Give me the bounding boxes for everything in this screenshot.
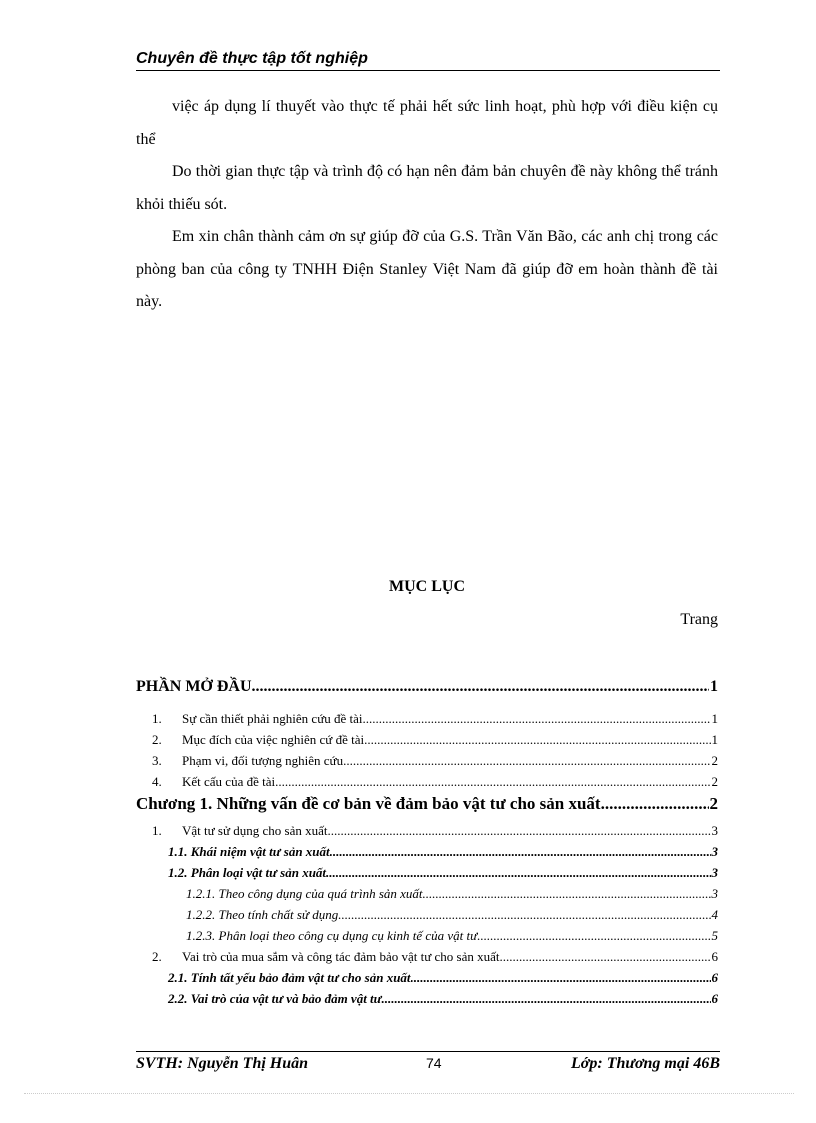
toc-entry-label: Sự cần thiết phải nghiên cứu đề tài bbox=[182, 711, 363, 726]
toc-entry-page: 2 bbox=[709, 794, 718, 813]
toc-leader-dots bbox=[500, 946, 711, 967]
toc-leader-dots bbox=[252, 676, 709, 698]
toc-entry[interactable] bbox=[136, 925, 718, 946]
paragraph: Em xin chân thành cảm ơn sự giúp đỡ của G.S. Trần Văn Bão, các anh chị trong các phòng ban của công ty TNHH Điện Stanley Việt Nam đã giúp đỡ em hoàn thành đề tài này. bbox=[136, 228, 718, 310]
page-header bbox=[136, 50, 720, 71]
toc-entry-label: Vai trò của mua sắm và công tác đảm bảo vật tư cho sản xuất bbox=[182, 949, 500, 964]
toc-entry-label: Mục đích của việc nghiên cứ đề tài bbox=[182, 732, 365, 747]
toc-entry-number: 1. bbox=[152, 711, 162, 726]
toc-leader-dots bbox=[411, 967, 711, 988]
toc-entry-page: 1 bbox=[710, 678, 718, 695]
toc-entry-label: 2.1. Tính tất yếu bảo đảm vật tư cho sản xuất bbox=[168, 970, 411, 985]
toc-entry[interactable] bbox=[136, 771, 718, 792]
toc-leader-dots bbox=[326, 862, 710, 883]
toc-entry-label: 1.1. Khái niệm vật tư sản xuất bbox=[168, 844, 330, 859]
toc-entry-page: 3 bbox=[711, 865, 718, 880]
toc-entry[interactable] bbox=[136, 750, 718, 771]
toc-entry-page: 3 bbox=[711, 886, 718, 901]
toc-entry[interactable] bbox=[136, 946, 718, 967]
toc-entry-number: 4. bbox=[152, 774, 162, 789]
toc-entry-page: 1 bbox=[711, 711, 718, 726]
toc-entry[interactable] bbox=[136, 904, 718, 925]
toc-leader-dots bbox=[381, 988, 710, 1009]
footer-student: SVTH: Nguyễn Thị Huân bbox=[136, 1055, 309, 1072]
toc-entry-page: 4 bbox=[711, 907, 718, 922]
page-edge-divider bbox=[24, 1093, 794, 1094]
toc-page-heading: Trang bbox=[680, 611, 718, 628]
body-text bbox=[136, 91, 718, 319]
toc-entry-page: 5 bbox=[711, 928, 718, 943]
toc-entry-label: 2.2. Vai trò của vật tư và bảo đảm vật tư bbox=[168, 991, 382, 1006]
toc-entry-number: 2. bbox=[152, 949, 162, 964]
toc-leader-dots bbox=[601, 792, 709, 816]
toc-entry-page: 6 bbox=[711, 949, 718, 964]
toc-entry-label: Vật tư sử dụng cho sản xuất bbox=[182, 823, 328, 838]
toc-entry-label: 1.2.1. Theo công dụng của quá trình sản xuất bbox=[186, 886, 423, 901]
toc-entry-label: 1.2. Phân loại vật tư sản xuất bbox=[168, 865, 327, 880]
toc-leader-dots bbox=[363, 708, 711, 729]
toc-entry-label: 1.2.3. Phân loại theo công cụ dụng cụ kinh tế của vật tư bbox=[186, 928, 478, 943]
toc-entry-label: PHẦN MỞ ĐẦU bbox=[136, 678, 252, 695]
toc-leader-dots bbox=[364, 729, 710, 750]
toc-leader-dots bbox=[328, 820, 711, 841]
toc-entry-page: 2 bbox=[711, 753, 718, 768]
toc-entry[interactable] bbox=[136, 820, 718, 841]
toc-entry[interactable] bbox=[136, 841, 718, 862]
toc-entry[interactable] bbox=[136, 708, 718, 729]
footer-divider bbox=[136, 1051, 720, 1052]
footer-page-number: 74 bbox=[426, 1055, 442, 1071]
paragraph: việc áp dụng lí thuyết vào thực tế phải hết sức linh hoạt, phù hợp với điều kiện cụ thể bbox=[136, 98, 718, 148]
toc-entry-number: 2. bbox=[152, 732, 162, 747]
toc-leader-dots bbox=[423, 883, 711, 904]
toc-entry[interactable] bbox=[136, 967, 718, 988]
toc-entry-page: 3 bbox=[711, 844, 718, 859]
toc-entry-page: 6 bbox=[711, 991, 718, 1006]
toc-entry-page: 6 bbox=[711, 970, 718, 985]
toc-leader-dots bbox=[342, 904, 711, 925]
toc-entry[interactable] bbox=[136, 729, 718, 750]
toc-entry-page: 2 bbox=[711, 774, 718, 789]
footer-class: Lớp: Thương mại 46B bbox=[571, 1055, 720, 1072]
toc-title: MỤC LỤC bbox=[389, 578, 465, 595]
toc-leader-dots bbox=[477, 925, 710, 946]
table-of-contents bbox=[136, 676, 718, 1009]
toc-entry[interactable] bbox=[136, 883, 718, 904]
toc-entry-label: Kết cấu của đề tài. bbox=[182, 774, 279, 789]
toc-leader-dots bbox=[278, 771, 710, 792]
toc-entry[interactable] bbox=[136, 676, 718, 708]
toc-entry-page: 3 bbox=[711, 823, 718, 838]
toc-entry-label: Chương 1. Những vấn đề cơ bản về đảm bảo vật tư cho sản xuất bbox=[136, 794, 601, 813]
toc-leader-dots bbox=[343, 750, 710, 771]
paragraph: Do thời gian thực tập và trình độ có hạn nên đảm bản chuyên đề này không thể tránh khỏi thiếu sót. bbox=[136, 163, 718, 213]
toc-leader-dots bbox=[330, 841, 711, 862]
header-title: Chuyên đề thực tập tốt nghiệp bbox=[136, 50, 368, 67]
toc-entry-number: 1. bbox=[152, 823, 162, 838]
toc-entry-page: 1 bbox=[711, 732, 718, 747]
toc-entry[interactable] bbox=[136, 862, 718, 883]
toc-entry[interactable] bbox=[136, 792, 718, 820]
toc-entry-label: 1.2.2. Theo tính chất sử dụng. bbox=[186, 907, 342, 922]
toc-entry-number: 3. bbox=[152, 753, 162, 768]
toc-entry-label: Phạm vi, đối tượng nghiên cứu bbox=[182, 753, 344, 768]
toc-entry[interactable] bbox=[136, 988, 718, 1009]
